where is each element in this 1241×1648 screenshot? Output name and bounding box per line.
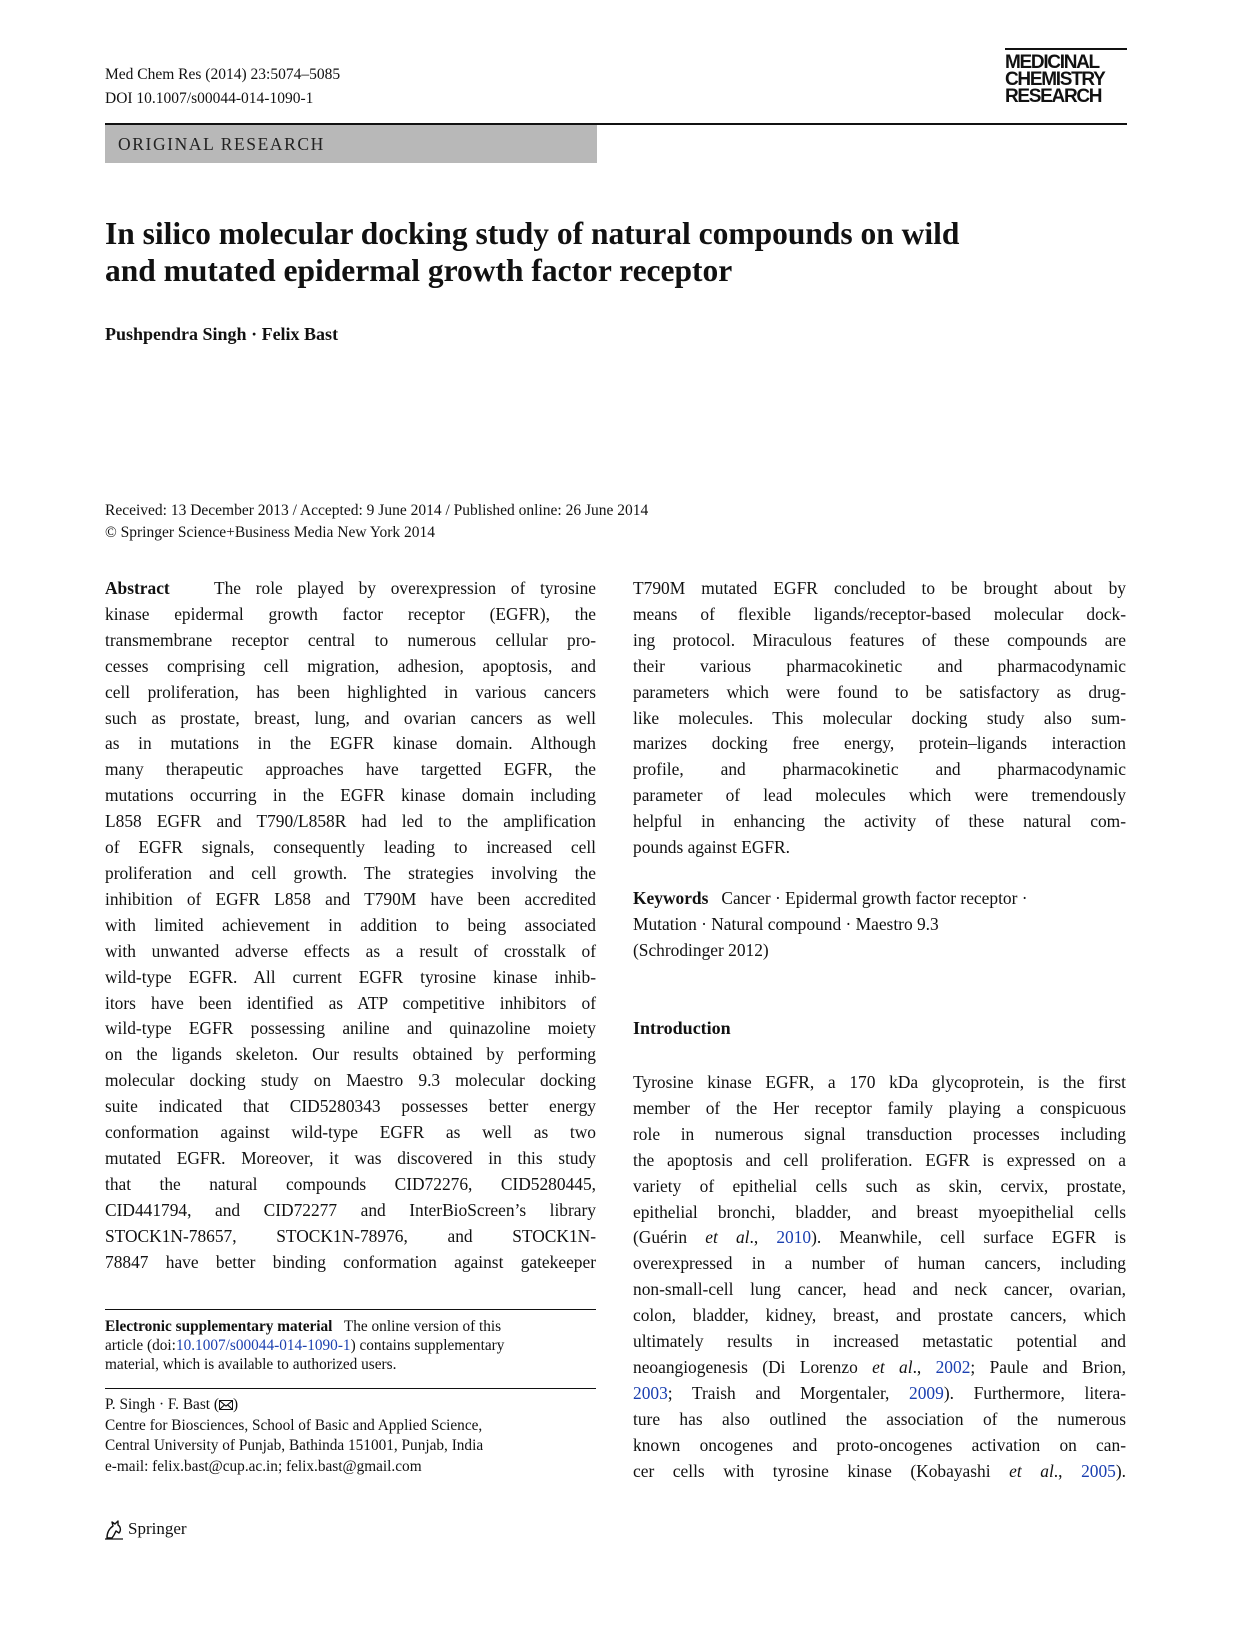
springer-horse-icon xyxy=(103,1518,125,1540)
abstract-line: that the natural compounds CID72276, CID5280445, xyxy=(105,1173,596,1194)
intro-text: neoangiogenesis (Di Lorenzo xyxy=(633,1356,873,1377)
keywords-line-3: (Schrodinger 2012) xyxy=(633,939,769,960)
logo-line-1: MEDICINAL xyxy=(1005,52,1099,73)
abstract-line: T790M mutated EGFR concluded to be brought about by xyxy=(633,578,1126,598)
supp-text: article (doi: xyxy=(105,1337,176,1354)
abstract-line: wild-type EGFR. All current EGFR tyrosine kinase inhib- xyxy=(105,966,596,987)
intro-line: colon, bladder, kidney, breast, and prostate cancers, which xyxy=(633,1305,1126,1326)
abstract-line: ing protocol. Miraculous features of these compounds are xyxy=(633,629,1126,650)
intro-text: ). Furthermore, litera- xyxy=(943,1382,1126,1403)
title-line-1: In silico molecular docking study of natural compounds on wild xyxy=(105,216,960,251)
citation-link-2002[interactable]: 2002 xyxy=(935,1356,971,1377)
footnote-rule xyxy=(105,1388,596,1389)
intro-text: (Guérin xyxy=(633,1227,706,1248)
affil-names-line xyxy=(105,1395,596,1416)
et-al: et al xyxy=(1009,1460,1054,1481)
abstract-line: such as prostate, breast, lung, and ovarian cancers as well xyxy=(105,707,596,728)
dates-line: Received: 13 December 2013 / Accepted: 9 June 2014 / Published online: 26 June 2014 xyxy=(105,502,649,519)
abstract-line: helpful in enhancing the activity of these natural com- xyxy=(633,811,1126,832)
abstract-line: kinase epidermal growth factor receptor (EGFR), the xyxy=(105,603,596,624)
citation-link-2005[interactable]: 2005 xyxy=(1081,1460,1116,1481)
abstract-line: profile, and pharmacokinetic and pharmacodynamic xyxy=(633,759,1126,780)
intro-line: ultimately results in increased metastatic potential and xyxy=(633,1331,1126,1352)
abstract-label: Abstract xyxy=(105,578,170,598)
affil-email: e-mail: felix.bast@cup.ac.in; felix.bast@gmail.com xyxy=(105,1457,422,1475)
abstract-line: cell proliferation, has been highlighted in various cancers xyxy=(105,681,596,702)
citation-link-2010[interactable]: 2010 xyxy=(776,1227,812,1248)
journal-logo xyxy=(1005,48,1127,105)
author-affiliation xyxy=(105,1395,596,1477)
title-line-2: and mutated epidermal growth factor receptor xyxy=(105,253,733,288)
intro-line: non-small-cell lung cancer, head and neck cancer, ovarian, xyxy=(633,1279,1126,1300)
intro-line: variety of epithelial cells such as skin, cervix, prostate, xyxy=(633,1175,1126,1196)
intro-line: ture has also outlined the association of the numerous xyxy=(633,1408,1126,1429)
intro-line: role in numerous signal transduction processes including xyxy=(633,1123,1126,1144)
intro-line: the apoptosis and cell proliferation. EGFR is expressed on a xyxy=(633,1149,1126,1170)
intro-line: cer cells with tyrosine kinase (Kobayashi et al., 2005). xyxy=(633,1460,1126,1481)
abstract-line: STOCK1N-78657, STOCK1N-78976, and STOCK1N- xyxy=(105,1225,596,1246)
abstract-line: parameters which were found to be satisfactory as drug- xyxy=(633,681,1126,702)
abstract-line: inhibition of EGFR L858 and T790M have been accredited xyxy=(105,888,596,909)
logo-line-3: RESEARCH xyxy=(1005,86,1102,107)
keywords-text-1: Cancer · Epidermal growth factor receptor · xyxy=(721,888,1028,908)
abstract-line: cesses comprising cell migration, adhesion, apoptosis, and xyxy=(105,655,596,676)
abstract-line: conformation against wild-type EGFR as well as two xyxy=(105,1122,596,1143)
abstract-line: on the ligands skeleton. Our results obtained by performing xyxy=(105,1044,596,1065)
abstract-right-column xyxy=(633,576,1126,861)
abstract-line: transmembrane receptor central to numerous cellular pro- xyxy=(105,629,596,650)
supp-label: Electronic supplementary material xyxy=(105,1318,333,1335)
authors: Pushpendra Singh · Felix Bast xyxy=(105,324,339,344)
abstract-line: 78847 have better binding conformation against gatekeeper xyxy=(105,1251,596,1272)
introduction-body xyxy=(633,1070,1126,1485)
copyright-line: © Springer Science+Business Media New York 2014 xyxy=(105,524,436,541)
abstract-line: wild-type EGFR possessing aniline and quinazoline moiety xyxy=(105,1018,596,1039)
keywords xyxy=(633,886,1126,964)
journal-citation: Med Chem Res (2014) 23:5074–5085 xyxy=(105,66,341,83)
intro-line: neoangiogenesis (Di Lorenzo et al., 2002; Paule and Brion, xyxy=(633,1356,1126,1377)
intro-text: cer cells with tyrosine kinase (Kobayashi xyxy=(633,1460,1010,1481)
abstract-line: mutations occurring in the EGFR kinase domain including xyxy=(105,785,596,806)
journal-doi: DOI 10.1007/s00044-014-1090-1 xyxy=(105,90,314,107)
supp-line-3: material, which is available to authorized users. xyxy=(105,1356,397,1373)
section-band xyxy=(105,125,597,163)
abstract-line: with unwanted adverse effects as a result of crosstalk of xyxy=(105,940,596,961)
keywords-label: Keywords xyxy=(633,888,709,908)
logo-line-2: CHEMISTRY xyxy=(1005,69,1105,90)
intro-line xyxy=(633,1381,1126,1407)
affil-names: P. Singh · F. Bast ( xyxy=(105,1396,219,1413)
abstract-line: proliferation and cell growth. The strategies involving the xyxy=(105,862,596,883)
abstract-first-line: The role played by overexpression of tyrosine xyxy=(213,578,597,598)
publisher-footer xyxy=(103,1518,187,1540)
supp-text: ) contains supplementary xyxy=(350,1337,505,1354)
publisher-name: Springer xyxy=(128,1519,187,1538)
supp-line-1 xyxy=(105,1317,596,1336)
article-title xyxy=(105,215,1105,289)
et-al: et al xyxy=(705,1227,750,1248)
intro-line: Tyrosine kinase EGFR, a 170 kDa glycoprotein, is the first xyxy=(633,1072,1126,1092)
keywords-line-1 xyxy=(633,886,1126,912)
keywords-line-2: Mutation · Natural compound · Maestro 9.3 xyxy=(633,913,939,934)
affil-names-close: ) xyxy=(232,1396,239,1413)
affil-line: Centre for Biosciences, School of Basic and Applied Science, xyxy=(105,1416,483,1434)
abstract-line: many therapeutic approaches have targetted EGFR, the xyxy=(105,759,596,780)
affil-line: Central University of Punjab, Bathinda 151001, Punjab, India xyxy=(105,1437,484,1454)
introduction-heading: Introduction xyxy=(633,1018,731,1038)
abstract-line: L858 EGFR and T790/L858R had led to the amplification xyxy=(105,811,596,832)
intro-text: ; Traish and Morgentaler, xyxy=(667,1382,910,1403)
abstract-left-column xyxy=(105,576,596,1275)
abstract-line: mutated EGFR. Moreover, it was discovered in this study xyxy=(105,1147,596,1168)
intro-line: epithelial bronchi, bladder, and breast myoepithelial cells xyxy=(633,1201,1126,1222)
abstract-line: of EGFR signals, consequently leading to increased cell xyxy=(105,837,596,858)
citation-link-2003[interactable]: 2003 xyxy=(633,1382,668,1403)
abstract-line: as in mutations in the EGFR kinase domain. Although xyxy=(105,733,596,754)
abstract-line: marizes docking free energy, protein–ligands interaction xyxy=(633,733,1126,754)
intro-text: ; Paule and Brion, xyxy=(970,1356,1126,1377)
abstract-line: their various pharmacokinetic and pharmacodynamic xyxy=(633,655,1126,676)
abstract-line: itors have been identified as ATP competitive inhibitors of xyxy=(105,992,596,1013)
abstract-line: pounds against EGFR. xyxy=(633,837,790,858)
intro-line: known oncogenes and proto-oncogenes activation on can- xyxy=(633,1434,1126,1455)
supplementary-note xyxy=(105,1317,596,1374)
supp-line-2 xyxy=(105,1336,596,1355)
logo-rule xyxy=(1005,48,1127,50)
abstract-line: means of flexible ligands/receptor-based molecular dock- xyxy=(633,603,1126,624)
supp-doi-link[interactable]: 10.1007/s00044-014-1090-1 xyxy=(175,1337,351,1354)
intro-text: ). xyxy=(1115,1460,1126,1481)
envelope-icon xyxy=(219,1400,233,1410)
intro-line: overexpressed in a number of human cancers, including xyxy=(633,1253,1126,1274)
citation-link-2009[interactable]: 2009 xyxy=(909,1382,944,1403)
abstract-line: with limited achievement in addition to being associated xyxy=(105,914,596,935)
journal-reference xyxy=(105,63,340,111)
supp-text: The online version of this xyxy=(343,1318,502,1335)
section-label: ORIGINAL RESEARCH xyxy=(118,133,325,154)
intro-line: (Guérin et al., 2010). Meanwhile, cell surface EGFR is xyxy=(633,1227,1126,1248)
abstract-line: like molecules. This molecular docking study also sum- xyxy=(633,707,1126,728)
et-al: et al xyxy=(872,1356,913,1377)
abstract-line: molecular docking study on Maestro 9.3 molecular docking xyxy=(105,1070,596,1091)
intro-line: member of the Her receptor family playing a conspicuous xyxy=(633,1097,1126,1118)
abstract-line xyxy=(105,576,596,602)
intro-text: ). Meanwhile, cell surface EGFR is xyxy=(811,1227,1126,1248)
abstract-line: suite indicated that CID5280343 possesses better energy xyxy=(105,1096,596,1117)
publication-dates xyxy=(105,500,648,544)
abstract-line: parameter of lead molecules which were tremendously xyxy=(633,785,1126,806)
footnote-rule xyxy=(105,1309,596,1310)
abstract-line: CID441794, and CID72277 and InterBioScreen’s library xyxy=(105,1199,596,1220)
